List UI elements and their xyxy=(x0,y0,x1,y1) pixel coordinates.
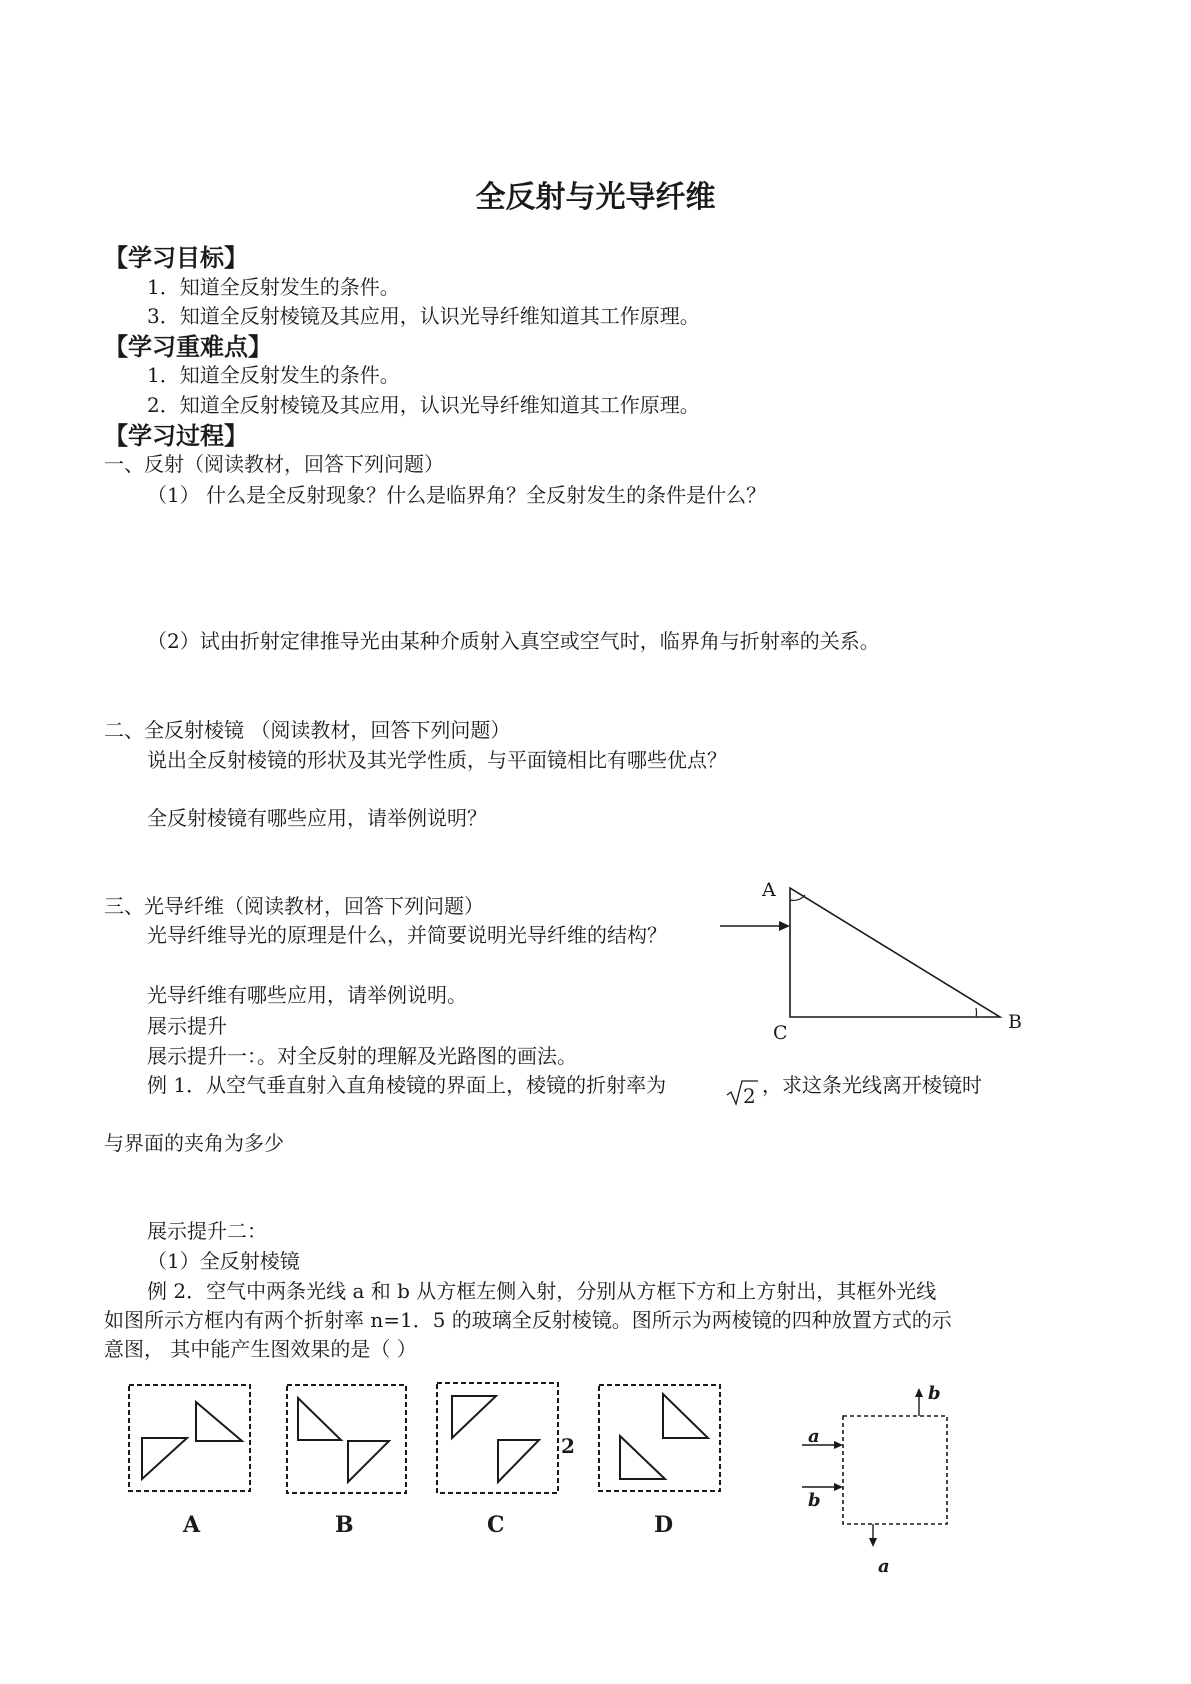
option-d-label: D xyxy=(654,1512,674,1538)
example-2-line-3: 意图， 其中能产生图效果的是（ ） xyxy=(104,1337,417,1361)
option-a-label: A xyxy=(183,1512,201,1538)
section3-question-2: 光导纤维有哪些应用，请举例说明。 xyxy=(147,983,467,1007)
ray-a-in-label: a xyxy=(808,1426,820,1447)
section3-heading: 三、光导纤维（阅读教材，回答下列问题） xyxy=(104,894,484,918)
page-title: 全反射与光导纤维 xyxy=(475,180,716,215)
ray-b-in-label: b xyxy=(808,1490,821,1511)
option-b-prism-lower xyxy=(348,1441,389,1482)
goal-item-2: 3．知道全反射棱镜及其应用，认识光导纤维知道其工作原理。 xyxy=(147,304,700,328)
black-box xyxy=(843,1416,947,1524)
prism-vertex-c: C xyxy=(773,1022,788,1044)
option-c-stray-mark: 2 xyxy=(561,1434,575,1458)
option-c-prism-lower xyxy=(498,1440,539,1482)
ray-b-out-label: b xyxy=(928,1383,941,1404)
prism-vertex-b: B xyxy=(1008,1011,1022,1033)
key-point-item-1: 1．知道全反射发生的条件。 xyxy=(147,363,400,387)
key-points-heading: 【学习重难点】 xyxy=(104,333,272,361)
section2-question-2: 全反射棱镜有哪些应用，请举例说明？ xyxy=(147,806,487,830)
option-c-label: C xyxy=(487,1512,505,1538)
section1-heading: 一、反射（阅读教材，回答下列问题） xyxy=(104,452,444,476)
goals-heading: 【学习目标】 xyxy=(104,244,248,272)
option-d-diagram xyxy=(598,1384,722,1494)
option-a-diagram xyxy=(128,1384,252,1494)
option-b-diagram xyxy=(286,1384,408,1496)
option-d-prism-upper xyxy=(663,1394,708,1438)
angle-mark-b xyxy=(976,1008,977,1017)
process-heading: 【学习过程】 xyxy=(104,422,248,450)
option-a-prism-upper xyxy=(196,1402,242,1441)
prism-figure xyxy=(715,880,1015,1030)
example-2-line-1: 例 2．空气中两条光线 a 和 b 从方框左侧入射，分别从方框下方和上方射出，其框外光线 xyxy=(147,1279,937,1303)
goal-item-1: 1．知道全反射发生的条件。 xyxy=(147,275,400,299)
example-1-line-2: 与界面的夹角为多少 xyxy=(104,1131,284,1155)
section1-question-2: （2）试由折射定律推导光由某种介质射入真空或空气时，临界角与折射率的关系。 xyxy=(147,629,880,653)
section3-question-1: 光导纤维导光的原理是什么，并简要说明光导纤维的结构？ xyxy=(147,923,667,947)
show-1-heading: 展示提升一：。对全反射的理解及光路图的画法。 xyxy=(147,1044,577,1068)
example-2-line-2: 如图所示方框内有两个折射率 n=1．5 的玻璃全反射棱镜。图所示为两棱镜的四种放置方式的示 xyxy=(104,1308,952,1332)
section2-heading: 二、全反射棱镜 （阅读教材，回答下列问题） xyxy=(104,718,511,742)
example-1-suffix: ，求这条光线离开棱镜时 xyxy=(762,1073,982,1097)
option-c-diagram xyxy=(436,1382,560,1496)
option-b-label: B xyxy=(335,1512,354,1538)
option-b-prism-upper xyxy=(298,1398,341,1440)
prism-vertex-a: A xyxy=(762,879,776,901)
show-2-subheading: （1）全反射棱镜 xyxy=(147,1249,300,1273)
example-1-sqrt-value: 2 xyxy=(743,1084,756,1108)
key-point-item-2: 2．知道全反射棱镜及其应用，认识光导纤维知道其工作原理。 xyxy=(147,393,700,417)
option-c-prism-upper xyxy=(452,1396,496,1438)
ray-a-out-label: a xyxy=(878,1556,890,1577)
option-d-prism-lower xyxy=(620,1436,665,1479)
show-heading: 展示提升 xyxy=(147,1014,227,1038)
prism-triangle xyxy=(790,888,1000,1017)
incident-ray-arrowhead xyxy=(779,921,790,931)
ray-effect-diagram xyxy=(800,1384,980,1554)
example-1-prefix: 例 1．从空气垂直射入直角棱镜的界面上，棱镜的折射率为 xyxy=(147,1073,667,1097)
option-a-prism-lower xyxy=(142,1438,187,1479)
section1-question-1: （1） 什么是全反射现象？什么是临界角？全反射发生的条件是什么？ xyxy=(147,483,767,507)
section2-question-1: 说出全反射棱镜的形状及其光学性质，与平面镜相比有哪些优点？ xyxy=(147,748,727,772)
show-2-heading: 展示提升二： xyxy=(147,1219,267,1243)
